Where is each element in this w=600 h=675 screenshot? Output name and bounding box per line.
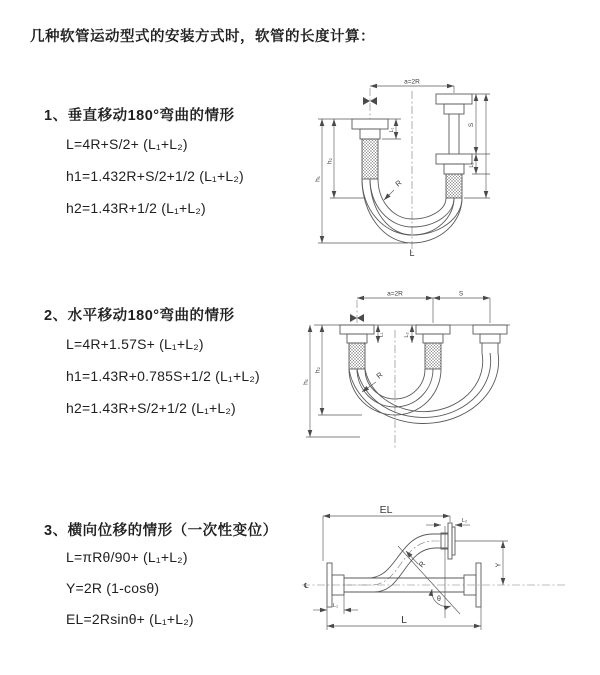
hose-braid — [349, 343, 365, 369]
label-s: S — [468, 122, 475, 128]
label-span: a=2R — [404, 78, 420, 86]
label-r: R — [374, 370, 385, 381]
dimension-labels — [304, 504, 503, 626]
hose-braid — [362, 139, 378, 179]
label-theta: θ — [437, 596, 441, 603]
label-r: R — [416, 559, 428, 570]
flange-displaced — [473, 325, 507, 334]
label-h1: h₁ — [302, 379, 310, 385]
label-l: L — [409, 248, 415, 258]
dimensions — [313, 516, 508, 630]
section-2-heading: 2、水平移动180°弯曲的情形 — [44, 308, 235, 324]
flange — [416, 325, 450, 334]
section-1-formula-h1: h1=1.432R+S/2+1/2 (L₁+L₂) — [66, 168, 244, 184]
label-l1: L₁ — [378, 332, 385, 338]
flange — [436, 94, 472, 104]
label-y: Y — [495, 562, 503, 568]
flange-hub-displaced — [441, 533, 448, 549]
centerline-symbol: ℄ — [304, 583, 309, 590]
pipe-displaced — [482, 343, 498, 353]
flange-neck — [347, 334, 367, 343]
flange-neck — [444, 104, 464, 114]
flange-displaced — [448, 523, 452, 559]
diagram-vertical-travel-u-bend — [308, 67, 598, 263]
label-l2: L₂ — [404, 332, 410, 338]
label-r: R — [393, 178, 404, 189]
flange — [436, 154, 472, 164]
diagram-horizontal-travel-u-bend — [298, 278, 598, 463]
section-3-formula-Y: Y=2R (1-cosθ) — [66, 580, 160, 596]
label-s: S — [458, 290, 464, 298]
hose-assembly — [340, 325, 507, 423]
label-span: a=2R — [387, 290, 403, 298]
flange-neck — [360, 129, 380, 139]
flange-displaced — [452, 527, 455, 555]
flange — [352, 119, 388, 129]
section-1-formula-L: L=4R+S/2+ (L₁+L₂) — [66, 136, 188, 152]
flange-neck — [423, 334, 443, 343]
dimensions — [306, 298, 490, 437]
section-2-formula-h1: h1=1.43R+0.785S+1/2 (L₁+L₂) — [66, 368, 260, 384]
section-3-heading: 3、横向位移的情形（一次性变位） — [44, 523, 278, 539]
section-1-formula-h2: h2=1.43R+1/2 (L₁+L₂) — [66, 200, 206, 216]
diagram-lateral-offset — [298, 498, 598, 658]
hose-assembly — [327, 523, 481, 607]
label-l1: L₁ — [333, 603, 338, 609]
dimension-labels — [315, 79, 476, 259]
page-title: 几种软管运动型式的安装方式时，软管的长度计算： — [30, 29, 375, 45]
section-3-formula-EL: EL=2Rsinθ+ (L₁+L₂) — [66, 611, 194, 627]
flange — [340, 325, 374, 334]
construction-lines — [398, 526, 460, 618]
label-h2: h₂ — [314, 366, 322, 374]
section-1-heading: 1、垂直移动180°弯曲的情形 — [44, 108, 235, 124]
dimension-labels — [303, 291, 464, 385]
label-h1: h₁ — [314, 176, 322, 182]
hose-bend-displaced — [357, 353, 491, 418]
flange-neck — [444, 164, 464, 174]
hose-braid — [425, 343, 441, 369]
label-l: L — [401, 614, 407, 626]
pipe — [449, 114, 459, 154]
radius-line — [398, 546, 460, 614]
section-2-formula-h2: h2=1.43R+S/2+1/2 (L₁+L₂) — [66, 400, 236, 416]
section-2-formula-L: L=4R+1.57S+ (L₁+L₂) — [66, 336, 204, 352]
hose-s-bend — [344, 534, 448, 578]
flange-neck-displaced — [480, 334, 500, 343]
section-3-formula-L: L=πRθ/90+ (L₁+L₂) — [66, 549, 188, 565]
radius-leader — [384, 190, 394, 200]
label-l1: L₁ — [389, 127, 395, 133]
hose-bend-displaced — [365, 353, 483, 412]
label-h2: h₂ — [326, 157, 334, 165]
label-l2: L₂ — [469, 162, 475, 168]
label-el: EL — [379, 504, 393, 516]
radius-leader — [406, 551, 418, 564]
hose-braid — [446, 174, 462, 198]
label-l2: L₂ — [462, 518, 468, 524]
